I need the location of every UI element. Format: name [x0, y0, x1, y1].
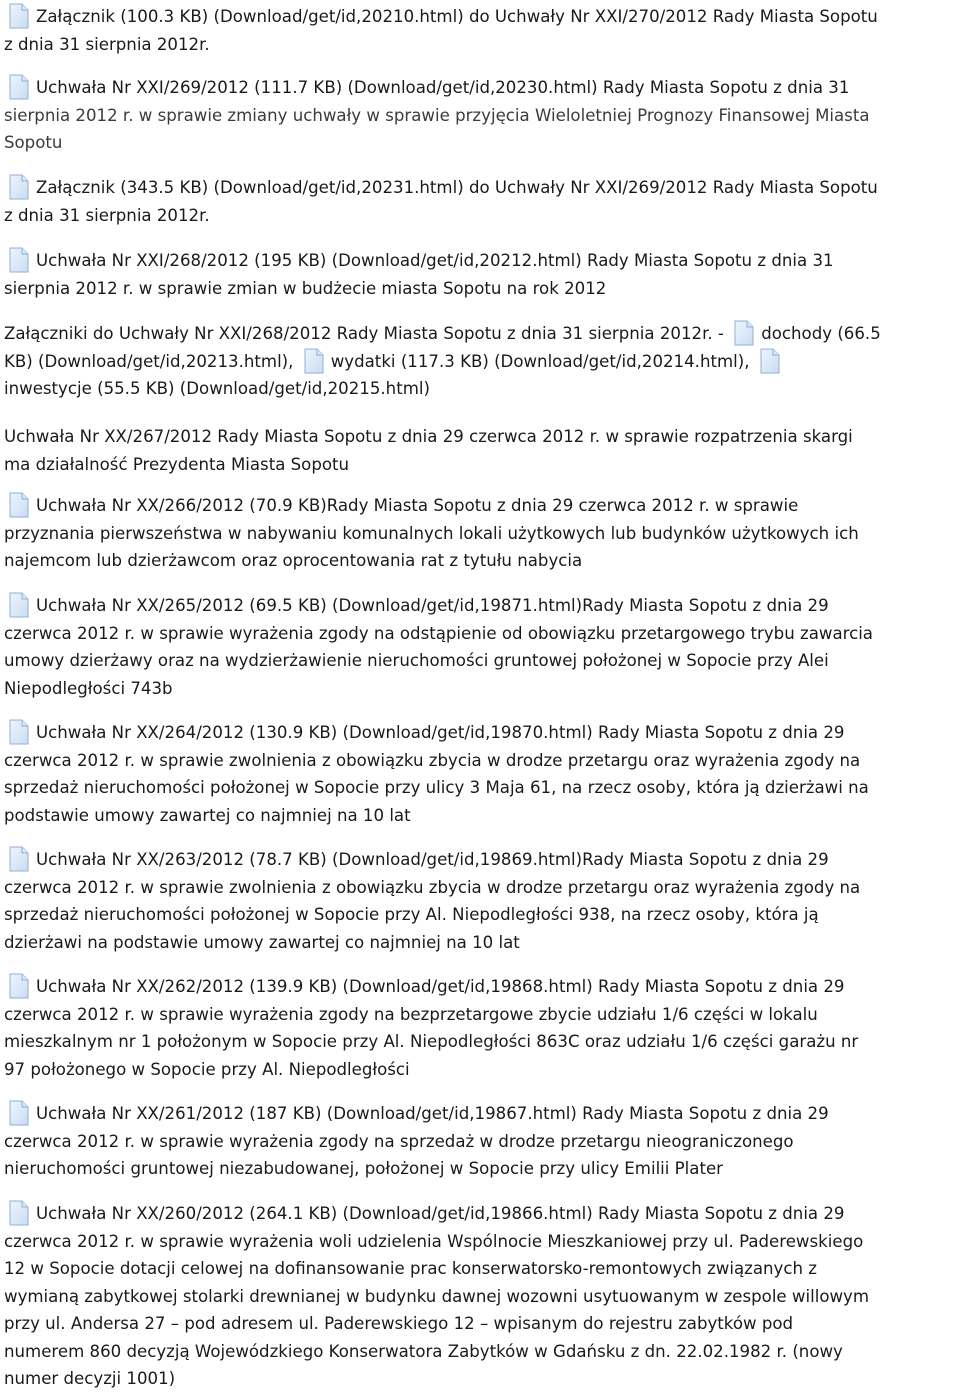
file-icon [8, 846, 30, 872]
list-item [4, 423, 956, 478]
resolution-link[interactable]: Uchwała Nr XX/260/2012 (264.1 KB) (Download/get/id,19866.html) Rady Miasta Sopotu z dnia 29 [36, 1204, 845, 1223]
list-item [4, 320, 956, 403]
entry-text: 97 położonego w Sopocie przy Al. Niepodległości [4, 1059, 410, 1079]
list-item [4, 74, 956, 157]
entry-text: czerwca 2012 r. w sprawie wyrażenia zgody na bezprzetargowe zbycie udziału 1/6 części w lokalu [4, 1004, 818, 1024]
entry-text: czerwca 2012 r. w sprawie wyrażenia zgody na sprzedaż w drodze przetargu nieograniczonego [4, 1131, 794, 1151]
file-icon [8, 592, 30, 618]
entry-text: sprzedaż nieruchomości położonej w Sopocie przy ulicy 3 Maja 61, na rzecz osoby, która ją dzierżawi na [4, 778, 869, 797]
file-icon [8, 1200, 30, 1226]
entry-text: wymianą zabytkowej stolarki drewnianej w budynku dawnej wozowni usytuowanym w zespole willowym [4, 1286, 870, 1306]
entry-text: Sopotu [4, 133, 63, 152]
attachment-link-expenses[interactable]: wydatki (117.3 KB) (Download/get/id,20214.html), [330, 351, 750, 371]
entry-text: nieruchomości gruntowej niezabudowanej, położonej w Sopocie przy ulicy Emilii Plater [4, 1159, 723, 1178]
attachment-link-revenue-cont[interactable]: KB) (Download/get/id,20213.html), [4, 351, 294, 371]
resolution-link[interactable]: Uchwała Nr XX/264/2012 (130.9 KB) (Download/get/id,19870.html) Rady Miasta Sopotu z dnia 29 [36, 723, 845, 742]
entry-text: numer decyzji 1001) [4, 1369, 176, 1388]
list-item [4, 1200, 956, 1393]
list-item [4, 3, 956, 58]
resolution-link[interactable]: Uchwała Nr XXI/269/2012 (111.7 KB) (Download/get/id,20230.html) Rady Miasta Sopotu z dnia 31 [36, 78, 850, 97]
entry-text: przy ul. Andersa 27 – pod adresem ul. Paderewskiego 12 – wpisanym do rejestru zabytków pod [4, 1314, 794, 1333]
resolution-link[interactable]: Uchwała Nr XX/263/2012 (78.7 KB) (Download/get/id,19869.html)Rady Miasta Sopotu z dnia 29 [36, 850, 829, 869]
list-item [4, 1100, 956, 1183]
file-icon [8, 719, 30, 745]
list-item [4, 247, 956, 302]
file-icon [8, 3, 30, 29]
entry-text: sierpnia 2012 r. w sprawie zmian w budżecie miasta Sopotu na rok 2012 [4, 278, 607, 298]
file-icon [8, 74, 30, 100]
file-icon [8, 973, 30, 999]
file-icon [8, 247, 30, 273]
list-item [4, 719, 956, 829]
list-item [4, 174, 956, 229]
attachment-link[interactable]: Załącznik (100.3 KB) (Download/get/id,20210.html) do Uchwały Nr XXI/270/2012 Rady Miasta Sopotu [36, 7, 878, 26]
resolution-link[interactable]: Uchwała Nr XX/262/2012 (139.9 KB) (Download/get/id,19868.html) Rady Miasta Sopotu z dnia 29 [36, 977, 845, 996]
entry-text: podstawie umowy zawartej co najmniej na 10 lat [4, 805, 411, 825]
entry-text: Niepodległości 743b [4, 678, 173, 698]
file-icon [8, 174, 30, 200]
resolution-link[interactable]: Uchwała Nr XX/265/2012 (69.5 KB) (Download/get/id,19871.html)Rady Miasta Sopotu z dnia 29 [36, 596, 829, 615]
file-icon [733, 320, 755, 346]
entry-text: przyznania pierwszeństwa w nabywaniu komunalnych lokali użytkowych lub budynków użytkowych ich [4, 523, 859, 543]
entry-text: numerem 860 decyzją Wojewódzkiego Konserwatora Zabytków w Gdańsku z dn. 22.02.1982 r. (nowy [4, 1341, 843, 1361]
list-item [4, 592, 956, 702]
entry-text: 12 w Sopocie dotacji celowej na dofinansowanie prac konserwatorsko-remontowych związanych z [4, 1259, 817, 1278]
entry-text: mieszkalnym nr 1 położonym w Sopocie przy Al. Niepodległości 863C oraz udziału 1/6 części garażu nr [4, 1032, 859, 1051]
entry-text: czerwca 2012 r. w sprawie zwolnienia z obowiązku zbycia w drodze przetargu oraz wyrażenia zgody na [4, 877, 861, 897]
list-item [4, 492, 956, 575]
entry-text: umowy dzierżawy oraz na wydzierżawienie nieruchomości gruntowej położonej w Sopocie przy Alei [4, 651, 829, 670]
resolution-link[interactable]: Uchwała Nr XX/266/2012 (70.9 KB)Rady Miasta Sopotu z dnia 29 czerwca 2012 r. w sprawie [36, 496, 799, 515]
list-item [4, 973, 956, 1083]
entry-text: czerwca 2012 r. w sprawie wyrażenia woli udzielenia Wspólnocie Mieszkaniowej przy ul. Paderewskiego [4, 1231, 864, 1251]
entry-text: z dnia 31 sierpnia 2012r. [4, 34, 210, 54]
entry-text: czerwca 2012 r. w sprawie wyrażenia zgody na odstąpienie od obowiązku przetargowego trybu zawarcia [4, 623, 873, 643]
entry-text: z dnia 31 sierpnia 2012r. [4, 205, 210, 225]
entry-text: czerwca 2012 r. w sprawie zwolnienia z obowiązku zbycia w drodze przetargu oraz wyrażenia zgody na [4, 750, 861, 770]
list-item [4, 846, 956, 956]
attachment-link[interactable]: Załącznik (343.5 KB) (Download/get/id,20231.html) do Uchwały Nr XXI/269/2012 Rady Miasta Sopotu [36, 178, 878, 197]
attachment-link-revenue[interactable]: dochody (66.5 [761, 324, 881, 343]
entry-text: dzierżawi na podstawie umowy zawartej co najmniej na 10 lat [4, 932, 520, 952]
entry-text: sprzedaż nieruchomości położonej w Sopocie przy Al. Niepodległości 938, na rzecz osoby, która ją [4, 905, 819, 924]
resolution-link[interactable]: Uchwała Nr XX/261/2012 (187 KB) (Download/get/id,19867.html) Rady Miasta Sopotu z dnia 29 [36, 1104, 829, 1123]
file-icon [8, 1100, 30, 1126]
entry-text: Uchwała Nr XX/267/2012 Rady Miasta Sopotu z dnia 29 czerwca 2012 r. w sprawie rozpatrzenia skargi [4, 427, 853, 446]
file-icon [8, 492, 30, 518]
attachment-link-investments[interactable]: inwestycje (55.5 KB) (Download/get/id,20215.html) [4, 379, 430, 398]
entry-text: ma działalność Prezydenta Miasta Sopotu [4, 454, 350, 474]
file-icon [303, 348, 325, 374]
file-icon [759, 348, 781, 374]
entry-text: sierpnia 2012 r. w sprawie zmiany uchwały w sprawie przyjęcia Wieloletniej Prognozy Finansowej Miasta [4, 105, 870, 125]
entry-text: najemcom lub dzierżawcom oraz oprocentowania rat z tytułu nabycia [4, 551, 583, 570]
resolution-link[interactable]: Uchwała Nr XXI/268/2012 (195 KB) (Download/get/id,20212.html) Rady Miasta Sopotu z dnia 31 [36, 251, 834, 270]
attachments-intro: Załączniki do Uchwały Nr XXI/268/2012 Rady Miasta Sopotu z dnia 31 sierpnia 2012r. - [4, 324, 724, 343]
